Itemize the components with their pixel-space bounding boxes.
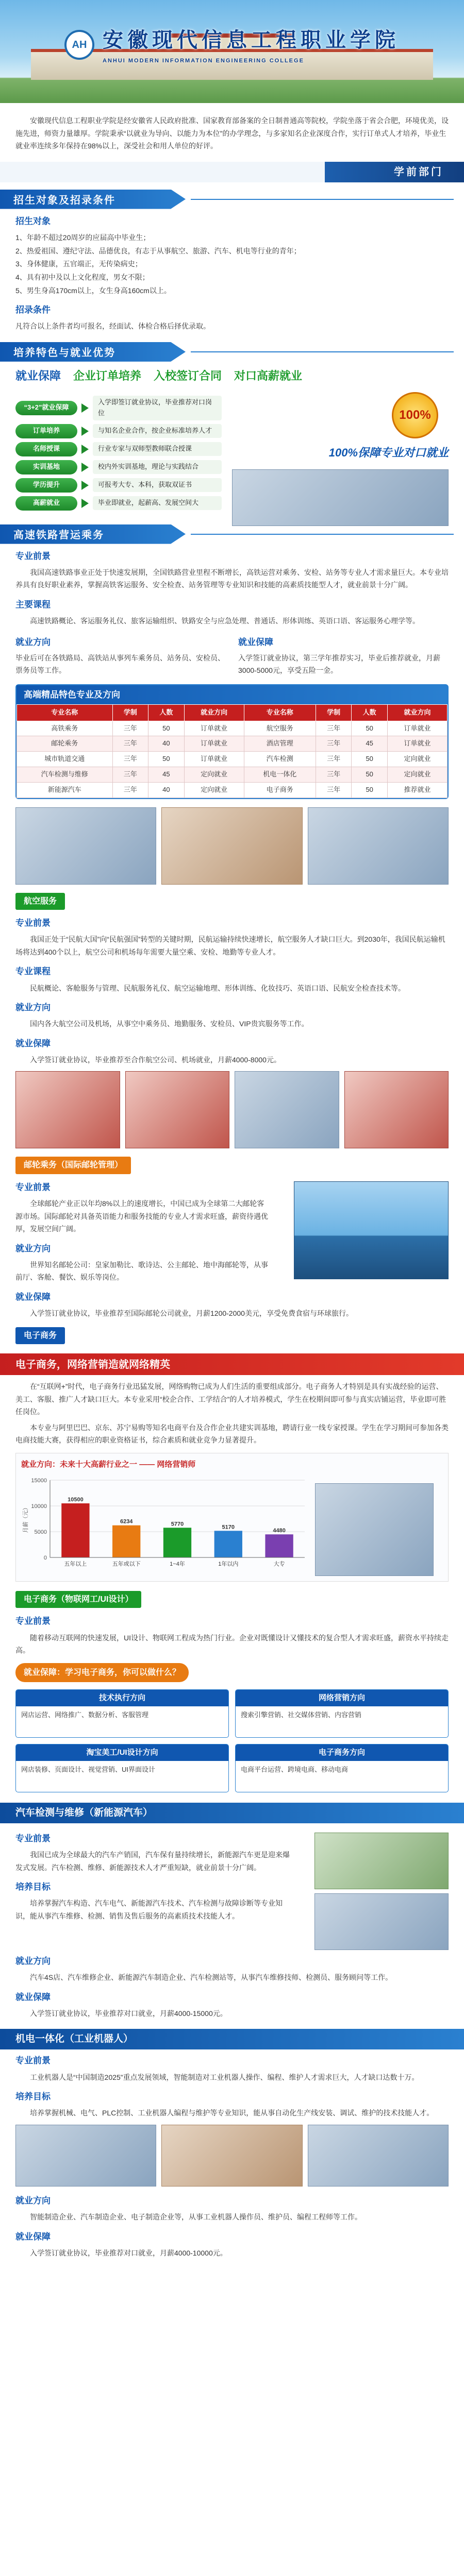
section-header-advantages (0, 342, 464, 362)
advantage-visual (232, 392, 449, 514)
robot-goal: 培养掌握机械、电气、PLC控制、工业机器人编程与维护等专业知识，能从事自动化生产线安装、调试、维护的技术技能人才。 (30, 2109, 434, 2117)
table-cell: 订单就业 (387, 736, 447, 752)
chart-title: 就业方向：未来十大高薪行业之一 —— 网络营销师 (21, 1460, 196, 1469)
tag-aviation: 航空服务 (15, 893, 65, 910)
advantage-pill: “3+2”就业保障 (15, 401, 77, 415)
aviation-job: 国内各大航空公司及机场，从事空中乘务员、地勤服务、安检员、VIP贵宾服务等工作。 (30, 1020, 309, 1028)
table-cell: 40 (148, 782, 185, 798)
th: 就业方向 (387, 704, 447, 721)
school-name-block (103, 24, 400, 66)
table-cell: 高铁乘务 (17, 721, 113, 736)
th: 专业名称 (17, 704, 113, 721)
robot-photo-row (0, 2122, 464, 2190)
aviation-photo-row (0, 1068, 464, 1151)
table-cell: 订单就业 (184, 736, 244, 752)
job-guarantee-cols (0, 629, 464, 679)
stewardess-photo (15, 1071, 120, 1148)
table-cell: 50 (352, 767, 388, 783)
table-cell: 三年 (112, 782, 148, 798)
subhead: 专业前景 (15, 1182, 51, 1193)
advantage-item (15, 460, 222, 474)
x-tick-label: 1年以内 (218, 1561, 239, 1567)
auto-text-col (0, 1827, 306, 1950)
list-item: 1、年龄不超过20周岁的应届高中毕业生； (15, 233, 151, 242)
auto-goal: 培养掌握汽车构造、汽车电气、新能源汽车技术、汽车检测与故障诊断等专业知识，能从事汽车维修、检测、销售及售后服务的高素质技术技能人才。 (15, 1899, 283, 1920)
table-cell: 三年 (316, 736, 352, 752)
table-cell: 50 (352, 721, 388, 736)
career-box (15, 1744, 229, 1792)
table-cell: 三年 (112, 736, 148, 752)
table-cell: 汽车检测与维修 (17, 767, 113, 783)
bar (265, 1534, 293, 1557)
banner-title: 电子商务，网络营销造就网络精英 (15, 1359, 170, 1371)
cruise-prospect: 全球邮轮产业正以年均8%以上的速度增长，中国已成为全球第二大邮轮客源市场。国际邮轮对具备英语能力和服务技能的专业人才需求旺盛，薪资待遇优厚，发展空间广阔。 (15, 1199, 268, 1233)
students-photo (232, 469, 449, 526)
arrow-icon (81, 499, 89, 508)
table-cell: 三年 (316, 721, 352, 736)
arrow-icon (81, 463, 89, 472)
subhead: 培养目标 (15, 2092, 51, 2102)
school-name-en: ANHUI MODERN INFORMATION ENGINEERING COLLEGE (103, 58, 304, 64)
table-cell: 城市轨道交通 (17, 752, 113, 767)
table-cell: 酒店管理 (244, 736, 316, 752)
header-rule (191, 199, 454, 200)
robot-banner (0, 2029, 464, 2049)
advantage-item (15, 478, 222, 493)
section-header-railway (0, 524, 464, 544)
advantage-item (15, 442, 222, 456)
x-tick-label: 1~4年 (170, 1561, 185, 1567)
career-box-body: 网店运营、网络推广、数据分析、客服管理 (21, 1711, 149, 1719)
career-box-body: 电商平台运营、跨境电商、移动电商 (241, 1766, 349, 1774)
subhead-course: 主要课程 (15, 599, 51, 609)
table-cell: 新能源汽车 (17, 782, 113, 798)
table-cell: 三年 (112, 721, 148, 736)
job-text: 毕业后可在各铁路局、高铁站从事列车乘务员、站务员、安检员、票务员等工作。 (15, 653, 225, 675)
table-cell: 45 (352, 736, 388, 752)
th: 人数 (148, 704, 185, 721)
condition-text: 凡符合以上条件者均可报名，经面试、体检合格后择优录取。 (15, 322, 210, 331)
table-cell: 定向就业 (387, 767, 447, 783)
arrow-icon (81, 403, 89, 413)
list-item: 2、热爱祖国、遵纪守法、品德优良，有志于从事航空、旅游、汽车、机电等行业的青年； (15, 246, 301, 255)
advantage-pill: 学历提升 (15, 478, 77, 493)
th: 就业方向 (184, 704, 244, 721)
subhead: 专业前景 (15, 1616, 51, 1626)
arrow-icon (81, 481, 89, 490)
list-item: 4、具有初中及以上文化程度，男女不限； (15, 273, 150, 282)
table-header-row (17, 704, 448, 721)
table-cell: 45 (148, 767, 185, 783)
subhead-job: 就业方向 (15, 637, 51, 648)
tag-cruise: 邮轮乘务（国际邮轮管理） (15, 1157, 131, 1174)
auto-job: 汽车4S店、汽车维修企业、新能源汽车制造企业、汽车检测站等，从事汽车维修技师、检测员、服务顾问等工作。 (30, 1973, 393, 1982)
advantage-text: 毕业即就业，起薪高、发展空间大 (93, 496, 222, 510)
robot-prospect: 工业机器人是“中国制造2025”重点发展领域，智能制造对工业机器人操作、编程、维护人才需求巨大，人才缺口达数十万。 (30, 2073, 419, 2081)
career-box (15, 1689, 229, 1738)
list-item: 3、身体健康，五官端正，无传染病史； (15, 260, 142, 268)
y-tick-label: 15000 (31, 1477, 47, 1484)
table-cell: 订单就业 (387, 721, 447, 736)
crew-photo (308, 807, 449, 885)
x-tick-label: 五年以上 (64, 1561, 87, 1567)
job-col (15, 631, 226, 676)
advantage-text: 可报考大专、本科，获取双证书 (93, 478, 222, 492)
car-photo (314, 1833, 449, 1889)
x-tick-label: 大专 (273, 1561, 285, 1567)
table-cell: 三年 (112, 767, 148, 783)
table-cell: 三年 (316, 767, 352, 783)
cruise-ship-photo (294, 1181, 449, 1279)
train-photo (15, 807, 156, 885)
guarantee-badge: 100% (392, 392, 438, 438)
arrow-icon (81, 427, 89, 436)
feature-title: 高端精品特色专业及方向 (16, 685, 448, 704)
subhead: 专业前景 (15, 2056, 51, 2066)
section-title: 培养特色与就业优势 (13, 347, 115, 359)
th: 学制 (112, 704, 148, 721)
subhead: 专业前景 (15, 918, 51, 928)
advantage-text: 入学即签订就业协议，毕业推荐对口岗位 (93, 396, 222, 420)
table-row (17, 782, 448, 798)
cruise-text-col (0, 1176, 285, 1286)
advantage-text: 校内外实训基地，理论与实践结合 (93, 460, 222, 474)
subhead: 就业保障 (15, 1992, 51, 2002)
advantage-text: 与知名企业合作，按企业标准培养人才 (93, 424, 222, 438)
subhead: 就业保障 (15, 1292, 51, 1302)
table-cell: 三年 (112, 752, 148, 767)
career-grid (0, 1686, 464, 1795)
th: 专业名称 (244, 704, 316, 721)
advantage-list (15, 392, 222, 514)
hero-banner (0, 0, 464, 103)
advantage-item (15, 496, 222, 511)
th: 人数 (352, 704, 388, 721)
section-title: 高速铁路营运乘务 (13, 529, 104, 541)
section-header-admission (0, 190, 464, 209)
career-box-body: 搜索引擎营销、社交媒体营销、内容营销 (241, 1711, 362, 1719)
career-box-title: 网络营销方向 (236, 1690, 448, 1706)
slogan: 企业订单培养 (73, 369, 142, 382)
slogan: 对口高薪就业 (234, 369, 303, 382)
slogan: 就业保障 (15, 369, 61, 382)
subhead: 就业方向 (15, 1243, 51, 1253)
ecommerce-banner (0, 1353, 464, 1375)
table-cell: 定向就业 (387, 752, 447, 767)
intro-text: 安徽现代信息工程职业学院是经安徽省人民政府批准、国家教育部备案的全日制普通高等院校，学院坐落于省会合肥，环境优美，设施先进，师资力量雄厚。学院秉承“以就业为导向、以能力为本位”的办学理念，与多家知名企业深度合作，实行订单式人才培养，毕业生就业率连续多年保持在98%以上，深受社会和用人单位的好评。 (15, 116, 449, 150)
robot-arm-photo (15, 2125, 156, 2187)
ecommerce-text-2: 本专业与阿里巴巴、京东、苏宁易购等知名电商平台及合作企业共建实训基地，聘请行业一线专家授课。学生在学习期间可参加各类电商技能大赛，获得相应的职业资格证书，综合素质和就业竞争力显著提升。 (15, 1423, 449, 1445)
stewardess-photo (344, 1071, 449, 1148)
auto-guarantee: 入学签订就业协议，毕业推荐对口就业，月薪4000-15000元。 (30, 2009, 227, 2018)
ecommerce-text-1: 在“互联网+”时代，电子商务行业迅猛发展，网络购物已成为人们生活的重要组成部分。电子商务人才特别是具有实战经验的运营、美工、客服、推广人才缺口巨大。本专业采用“校企合作、工学结合”的人才培养模式，学生在校期间即可参与真实店铺运营，毕业即可胜任岗位。 (15, 1382, 446, 1416)
ui-prospect: 随着移动互联网的快速发展，UI设计、物联网工程成为热门行业。企业对既懂设计又懂技术的复合型人才需求旺盛，薪资水平持续走高。 (15, 1633, 449, 1655)
tag-ecommerce: 电子商务 (15, 1327, 65, 1345)
aviation-guarantee: 入学签订就业协议，毕业推荐至合作航空公司、机场就业，月薪4000-8000元。 (30, 1055, 281, 1064)
career-box-title: 技术执行方向 (16, 1690, 228, 1706)
guarantee-slogans (15, 367, 449, 385)
y-tick-label: 10000 (31, 1503, 47, 1510)
subhead: 就业保障 (15, 1038, 51, 1048)
subhead-prospect: 专业前景 (15, 551, 51, 561)
advantage-pill: 名师授课 (15, 442, 77, 456)
bar (214, 1531, 242, 1557)
career-box-title: 淘宝美工/UI设计方向 (16, 1744, 228, 1761)
auto-banner (0, 1803, 464, 1823)
bar (61, 1503, 89, 1557)
advantage-pill: 实训基地 (15, 460, 77, 474)
feature-majors-box (15, 684, 449, 799)
table-cell: 航空服务 (244, 721, 316, 736)
subhead: 专业前景 (15, 1834, 51, 1844)
bar-chart (21, 1473, 310, 1576)
chart-row (21, 1473, 443, 1576)
majors-table-body (17, 721, 448, 798)
aviation-text: 我国正处于“民航大国”向“民航强国”转型的关键时期，民航运输持续快速增长，航空服务人才缺口巨大。到2030年，我国民航运输机场将达到400个以上，航空公司和机场每年需要大量空乘、安检、地勤等专业人才。 (15, 935, 445, 956)
subhead-target: 招生对象 (15, 216, 51, 226)
data-label: 5170 (222, 1524, 235, 1531)
table-cell: 定向就业 (184, 767, 244, 783)
career-box-body: 网店装修、页面设计、视觉营销、UI界面设计 (21, 1766, 156, 1774)
salary-chart (15, 1453, 449, 1582)
workshop-photo (314, 1893, 449, 1950)
career-box-title: 电子商务方向 (236, 1744, 448, 1761)
tab-label[interactable]: 学前部门 (394, 166, 443, 178)
station-photo (161, 807, 302, 885)
railway-photo-row (0, 804, 464, 888)
career-box (235, 1744, 449, 1792)
table-cell: 订单就业 (184, 721, 244, 736)
x-tick-label: 五年或以下 (112, 1561, 141, 1567)
section-title: 招生对象及招录条件 (13, 194, 115, 206)
section-tab-bar (0, 162, 464, 182)
advantage-item (15, 396, 222, 420)
guarantee-col (238, 631, 449, 676)
data-label: 6234 (120, 1518, 133, 1525)
guarantee-text: 入学签订就业协议，第三学年推荐实习，毕业后推荐就业，月薪3000-5000元，享受五险一金。 (238, 653, 440, 675)
slogan: 入校签订合同 (154, 369, 222, 382)
stewardess-photo (125, 1071, 230, 1148)
subhead: 就业保障 (15, 2231, 51, 2242)
bar (112, 1525, 140, 1557)
table-cell: 50 (352, 782, 388, 798)
school-logo-icon: AH (64, 30, 94, 60)
table-row (17, 721, 448, 736)
table-cell: 邮轮乘务 (17, 736, 113, 752)
advantage-pill: 订单培养 (15, 424, 77, 438)
subhead: 就业方向 (15, 1003, 51, 1013)
majors-table (16, 704, 448, 798)
subhead: 就业方向 (15, 2195, 51, 2206)
robot-guarantee: 入学签订就业协议，毕业推荐对口就业，月薪4000-10000元。 (30, 2248, 227, 2257)
data-label: 10500 (68, 1496, 84, 1503)
y-tick-label: 5000 (34, 1529, 47, 1535)
table-cell: 订单就业 (184, 752, 244, 767)
logo-band (0, 27, 464, 63)
aviation-course: 民航概论、客舱服务与管理、民航服务礼仪、航空运输地理、形体训练、化妆技巧、英语口语、民航安全检查技术等。 (30, 984, 405, 992)
table-cell: 电子商务 (244, 782, 316, 798)
table-cell: 50 (352, 752, 388, 767)
job-slogan: 100%保障专业对口就业 (328, 446, 449, 460)
header-rule (191, 534, 454, 535)
table-cell: 机电一体化 (244, 767, 316, 783)
table-cell: 定向就业 (184, 782, 244, 798)
prospect-text: 我国高速铁路事业正处于快速发展期，全国铁路营业里程不断增长，高铁运营对乘务、安检、站务等专业人才需求量巨大。本专业培养具有良好职业素养，掌握高铁客运服务、安全检查、站务管理等专业知识和技能的高素质技能型人才，就业前景十分广阔。 (15, 568, 449, 589)
banner-title: 汽车检测与维修（新能源汽车） (15, 1807, 153, 1819)
robot-job: 智能制造企业、汽车制造企业、电子制造企业等，从事工业机器人操作员、维护员、编程工程师等工作。 (30, 2213, 362, 2222)
career-question: 就业保障：学习电子商务，你可以做什么？ (15, 1663, 189, 1683)
y-tick-label: 0 (43, 1554, 47, 1561)
advantage-text: 行业专家与双师型教师联合授课 (93, 442, 222, 456)
target-list (0, 230, 464, 299)
advantage-block (0, 389, 464, 517)
subhead: 培养目标 (15, 1882, 51, 1892)
advantage-pill: 高薪就业 (15, 496, 77, 511)
table-cell: 汽车检测 (244, 752, 316, 767)
data-label: 5770 (171, 1521, 184, 1528)
table-cell: 40 (148, 736, 185, 752)
header-rule (191, 351, 454, 352)
course-text: 高速铁路概论、客运服务礼仪、旅客运输组织、铁路安全与应急处理、普通话、形体训练、英语口语、客运服务心理学等。 (30, 616, 420, 625)
auto-photos (314, 1833, 449, 1950)
table-cell: 三年 (316, 782, 352, 798)
cruise-block (0, 1176, 464, 1286)
school-name-cn: 安徽现代信息工程职业学院 (103, 28, 400, 52)
table-cell: 三年 (316, 752, 352, 767)
auto-prospect: 我国已成为全球最大的汽车产销国，汽车保有量持续增长，新能源汽车更是迎来爆发式发展。汽车检测、维修、新能源技术人才严重短缺，就业前景十分广阔。 (15, 1851, 290, 1872)
list-item: 5、男生身高170cm以上，女生身高160cm以上。 (15, 286, 171, 295)
career-box (235, 1689, 449, 1738)
factory-photo (161, 2125, 302, 2187)
auto-block (0, 1827, 464, 1950)
subhead-guarantee: 就业保障 (238, 637, 273, 648)
y-axis-label: 月薪（元） (23, 1504, 29, 1533)
subhead: 专业课程 (15, 967, 51, 977)
banner-title: 机电一体化（工业机器人） (15, 2033, 134, 2045)
tag-ui: 电子商务（物联网工/UI设计） (15, 1591, 141, 1608)
table-cell: 推荐就业 (387, 782, 447, 798)
bar (163, 1528, 191, 1557)
arrow-icon (81, 445, 89, 454)
table-row (17, 752, 448, 767)
advantage-item (15, 424, 222, 438)
cruise-guarantee: 入学签订就业协议，毕业推荐至国际邮轮公司就业，月薪1200-2000美元，享受免费食宿与环球旅行。 (30, 1309, 353, 1318)
airplane-photo (235, 1071, 339, 1148)
table-row (17, 736, 448, 752)
subhead: 就业方向 (15, 1956, 51, 1967)
office-photo (315, 1483, 434, 1576)
subhead-condition: 招录条件 (15, 305, 51, 315)
cruise-job: 世界知名邮轮公司：皇家加勒比、歌诗达、公主邮轮、地中海邮轮等，从事前厅、客舱、餐饮、娱乐等岗位。 (15, 1260, 268, 1282)
table-cell: 50 (148, 721, 185, 736)
data-label: 4480 (273, 1527, 286, 1534)
table-cell: 50 (148, 752, 185, 767)
table-row (17, 767, 448, 783)
robot-lab-photo (308, 2125, 449, 2187)
th: 学制 (316, 704, 352, 721)
